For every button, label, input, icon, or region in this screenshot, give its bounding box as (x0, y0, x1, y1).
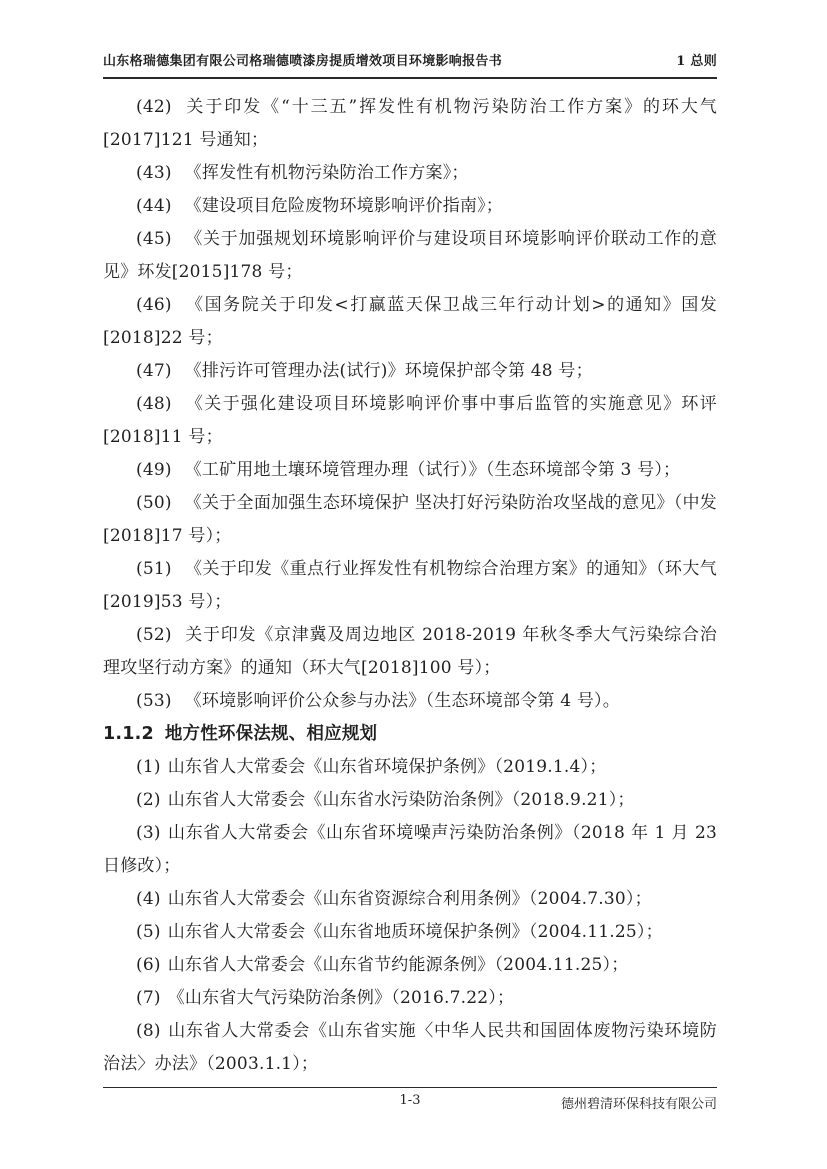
item-number: (5) (136, 922, 161, 942)
item-text: 《山东省大气污染防治条例》（2016.7.22）； (167, 988, 515, 1008)
item-text: 山东省人大常委会《山东省环境噪声污染防治条例》（2018 年 1 月 23 日修改）； (103, 823, 717, 876)
item-text: 《关于印发《重点行业挥发性有机物综合治理方案》的通知》（环大气[2019]53 号）； (103, 559, 717, 612)
item-number: (8) (136, 1021, 161, 1041)
list-item-3 (103, 817, 717, 883)
list-item-2 (103, 784, 717, 817)
list-item-43 (103, 157, 717, 190)
item-text: 《环境影响评价公众参与办法》（生态环境部令第 4 号）。 (184, 691, 620, 711)
item-number: (6) (136, 955, 161, 975)
item-number: (53) (136, 691, 172, 711)
list-item-42 (103, 91, 717, 157)
item-number: (2) (136, 790, 161, 810)
item-number: (46) (136, 295, 172, 315)
item-text: 《国务院关于印发<打赢蓝天保卫战三年行动计划>的通知》国发[2018]22 号； (103, 295, 717, 348)
item-number: (45) (136, 229, 172, 249)
list-item-8 (103, 1015, 717, 1081)
item-number: (51) (136, 559, 172, 579)
item-text: 山东省人大常委会《山东省资源综合利用条例》（2004.7.30）； (167, 889, 652, 909)
list-item-51 (103, 553, 717, 619)
list-item-47 (103, 355, 717, 388)
item-text: 《排污许可管理办法(试行)》环境保护部令第 48 号； (184, 361, 593, 381)
list-item-45 (103, 223, 717, 289)
list-item-7 (103, 982, 717, 1015)
list-item-4 (103, 883, 717, 916)
item-number: (1) (136, 757, 161, 777)
page-footer (103, 1087, 717, 1112)
item-number: (52) (136, 625, 172, 645)
item-text: 山东省人大常委会《山东省实施〈中华人民共和国固体废物污染环境防治法〉办法》（2003.1.1）； (103, 1021, 717, 1074)
item-text: 山东省人大常委会《山东省环境保护条例》（2019.1.4）； (167, 757, 607, 777)
list-item-44 (103, 190, 717, 223)
section-title: 地方性环保法规、相应规划 (164, 724, 378, 744)
header-document-title: 山东格瑞德集团有限公司格瑞德喷漆房提质增效项目环境影响报告书 (103, 54, 503, 69)
item-text: 《关于全面加强生态环境保护 坚决打好污染防治攻坚战的意见》（中发[2018]17 号）； (103, 493, 717, 546)
footer-row (103, 1093, 717, 1112)
item-text: 关于印发《京津冀及周边地区 2018-2019 年秋冬季大气污染综合治理攻坚行动方案》的通知（环大气[2018]100 号）； (103, 625, 717, 678)
page-number: 1-3 (399, 1093, 421, 1108)
list-item-1 (103, 751, 717, 784)
item-number: (44) (136, 196, 172, 216)
page-header (103, 50, 717, 79)
item-number: (48) (136, 394, 172, 414)
list-item-48 (103, 388, 717, 454)
item-text: 《关于加强规划环境影响评价与建设项目环境影响评价联动工作的意见》环发[2015]178 号； (103, 229, 717, 282)
item-number: (49) (136, 460, 172, 480)
list-item-6 (103, 949, 717, 982)
item-text: 山东省人大常委会《山东省地质环境保护条例》（2004.11.25）； (167, 922, 663, 942)
item-text: 《挥发性有机物污染防治工作方案》； (184, 163, 469, 183)
list-item-49 (103, 454, 717, 487)
section-number: 1.1.2 (103, 724, 154, 744)
item-text: 《建设项目危险废物环境影响评价指南》； (184, 196, 504, 216)
item-number: (7) (136, 988, 161, 1008)
list-item-50 (103, 487, 717, 553)
item-text: 《关于强化建设项目环境影响评价事中事后监管的实施意见》环评[2018]11 号； (103, 394, 717, 447)
item-text: 山东省人大常委会《山东省节约能源条例》（2004.11.25）； (167, 955, 629, 975)
item-number: (50) (136, 493, 172, 513)
item-number: (47) (136, 361, 172, 381)
item-text: 《工矿用地土壤环境管理办理（试行）》（生态环境部令第 3 号）； (184, 460, 681, 480)
item-number: (42) (136, 97, 172, 117)
list-item-5 (103, 916, 717, 949)
list-item-46 (103, 289, 717, 355)
list-item-52 (103, 619, 717, 685)
document-body (103, 91, 717, 1081)
list-item-53 (103, 685, 717, 718)
item-number: (4) (136, 889, 161, 909)
footer-company-name: 德州碧清环保科技有限公司 (560, 1097, 717, 1112)
section-heading-112 (103, 718, 717, 751)
item-text: 关于印发《“十三五”挥发性有机物污染防治工作方案》的环大气[2017]121 号通知； (103, 97, 717, 150)
item-text: 山东省人大常委会《山东省水污染防治条例》（2018.9.21）； (167, 790, 635, 810)
item-number: (43) (136, 163, 172, 183)
header-chapter-label: 1 总则 (676, 54, 717, 69)
item-number: (3) (136, 823, 161, 843)
